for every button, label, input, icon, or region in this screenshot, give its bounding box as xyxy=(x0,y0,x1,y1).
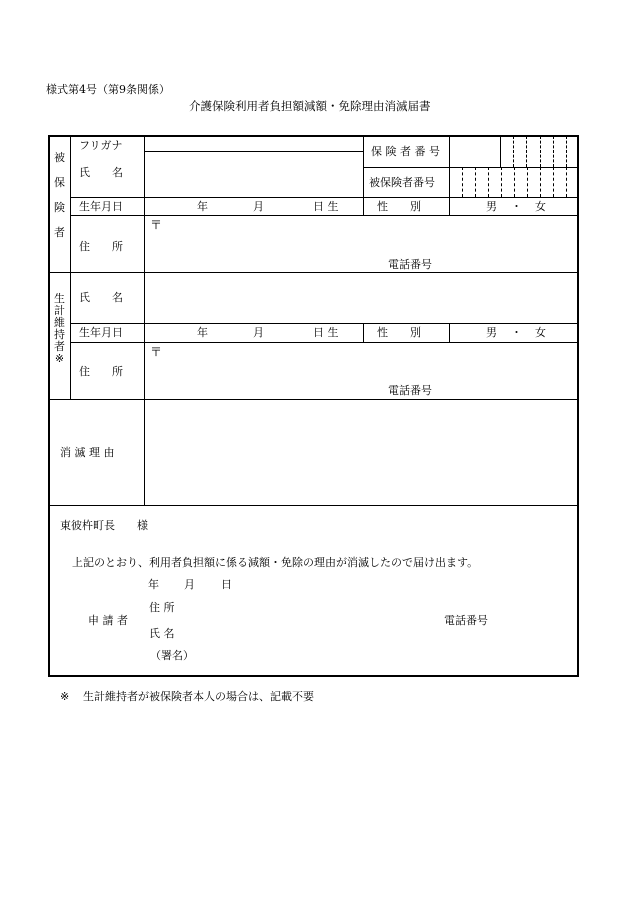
signature-note: （署名） xyxy=(150,649,194,662)
furigana-label: フリガナ xyxy=(79,139,123,152)
number-label-left-line xyxy=(363,136,364,198)
insured-side-label xyxy=(53,152,66,238)
household-birth-month: 月 xyxy=(253,326,264,339)
insured-no-digit-line xyxy=(488,167,489,197)
household-sex-right-line xyxy=(449,323,450,343)
insured-birth-year: 年 xyxy=(197,200,208,213)
insured-no-digit-line xyxy=(540,167,541,197)
household-birth-year: 年 xyxy=(197,326,208,339)
household-birth-top xyxy=(70,323,579,324)
household-side-label xyxy=(53,293,66,364)
insured-birth-day: 日 生 xyxy=(313,200,339,213)
side-label-char: 者 xyxy=(54,340,65,353)
side-label-char: 計 xyxy=(54,304,65,317)
insured-no-digit-line xyxy=(475,167,476,197)
household-birth-label: 生年月日 xyxy=(79,326,123,339)
divider-insured-household xyxy=(49,272,579,273)
insured-no-digit-line xyxy=(527,167,528,197)
form-title: 介護保険利用者負担額減額・免除理由消滅届書 xyxy=(189,99,431,113)
household-address-label: 住 所 xyxy=(79,365,123,378)
side-label-char: 保 xyxy=(54,176,65,189)
side-label-char: 者 xyxy=(54,226,65,239)
household-sex-male[interactable]: 男 xyxy=(486,326,497,339)
side-label-char: 維 xyxy=(54,316,65,329)
household-phone-label: 電話番号 xyxy=(388,384,432,397)
label-column-line xyxy=(144,136,145,506)
household-name-label: 氏 名 xyxy=(79,291,123,304)
insurer-number-label: 保 険 者 番 号 xyxy=(371,145,440,158)
household-birth-bottom xyxy=(70,342,579,343)
number-value-left-line xyxy=(449,136,450,198)
side-label-char: 持 xyxy=(54,328,65,341)
household-sex-separator: ・ xyxy=(511,326,522,339)
side-label-char: 生 xyxy=(54,292,65,305)
insured-birth-top xyxy=(70,197,579,198)
footnote-mark: ※ xyxy=(60,690,70,703)
insured-birth-month: 月 xyxy=(253,200,264,213)
insured-sex-label: 性 別 xyxy=(377,200,421,213)
furigana-underline xyxy=(144,151,363,152)
declaration-statement: 上記のとおり、利用者負担額に係る減額・免除の理由が消滅したので届け出ます。 xyxy=(72,556,479,569)
household-birth-day: 日 生 xyxy=(313,326,339,339)
insured-birth-bottom xyxy=(70,215,579,216)
insured-no-digit-line xyxy=(501,167,502,197)
insured-sex-separator: ・ xyxy=(511,200,522,213)
insured-no-digit-line xyxy=(462,167,463,197)
insured-sex-male[interactable]: 男 xyxy=(486,200,497,213)
insured-no-digit-line xyxy=(553,167,554,197)
insurer-no-digit-line xyxy=(526,136,527,167)
applicant-address-label: 住 所 xyxy=(149,601,175,614)
insured-no-digit-line xyxy=(514,167,515,197)
insurer-no-digit-line xyxy=(540,136,541,167)
form-table xyxy=(48,135,579,677)
addressee: 東彼杵町長 様 xyxy=(60,519,148,532)
insurer-no-box-line xyxy=(500,136,501,167)
insured-sex-right-line xyxy=(449,197,450,216)
household-sex-female[interactable]: 女 xyxy=(535,326,546,339)
insured-postal-mark: 〒 xyxy=(150,218,163,232)
date-year: 年 xyxy=(148,578,159,591)
applicant-name-label: 氏 名 xyxy=(149,627,175,640)
side-label-char: ※ xyxy=(54,352,65,365)
footnote-text: 生計維持者が被保険者本人の場合は、記載不要 xyxy=(83,690,314,703)
household-sex-label: 性 別 xyxy=(377,326,421,339)
insured-address-label: 住 所 xyxy=(79,240,123,253)
applicant-label: 申 請 者 xyxy=(88,614,128,627)
household-sex-left-line xyxy=(363,323,364,343)
insured-number-label: 被保険者番号 xyxy=(369,176,435,189)
applicant-phone-label: 電話番号 xyxy=(444,614,488,627)
insurer-no-digit-line xyxy=(513,136,514,167)
insured-no-digit-line xyxy=(566,167,567,197)
side-label-column-line xyxy=(70,136,71,400)
insured-name-label: 氏 名 xyxy=(79,166,123,179)
insurer-no-digit-line xyxy=(566,136,567,167)
side-label-char: 険 xyxy=(54,201,65,214)
divider-reason-declaration xyxy=(49,505,579,506)
insurer-no-digit-line xyxy=(553,136,554,167)
insured-birth-label: 生年月日 xyxy=(79,200,123,213)
form-number: 様式第4号（第9条関係） xyxy=(46,83,170,96)
date-day: 日 xyxy=(221,578,232,591)
divider-household-reason xyxy=(49,399,579,400)
reason-label: 消 滅 理 由 xyxy=(60,446,115,459)
insured-sex-female[interactable]: 女 xyxy=(535,200,546,213)
number-row-divider xyxy=(363,167,578,168)
side-label-char: 被 xyxy=(54,151,65,164)
household-postal-mark: 〒 xyxy=(150,345,163,359)
date-month: 月 xyxy=(184,578,195,591)
insured-phone-label: 電話番号 xyxy=(388,258,432,271)
insured-sex-left-line xyxy=(363,197,364,216)
